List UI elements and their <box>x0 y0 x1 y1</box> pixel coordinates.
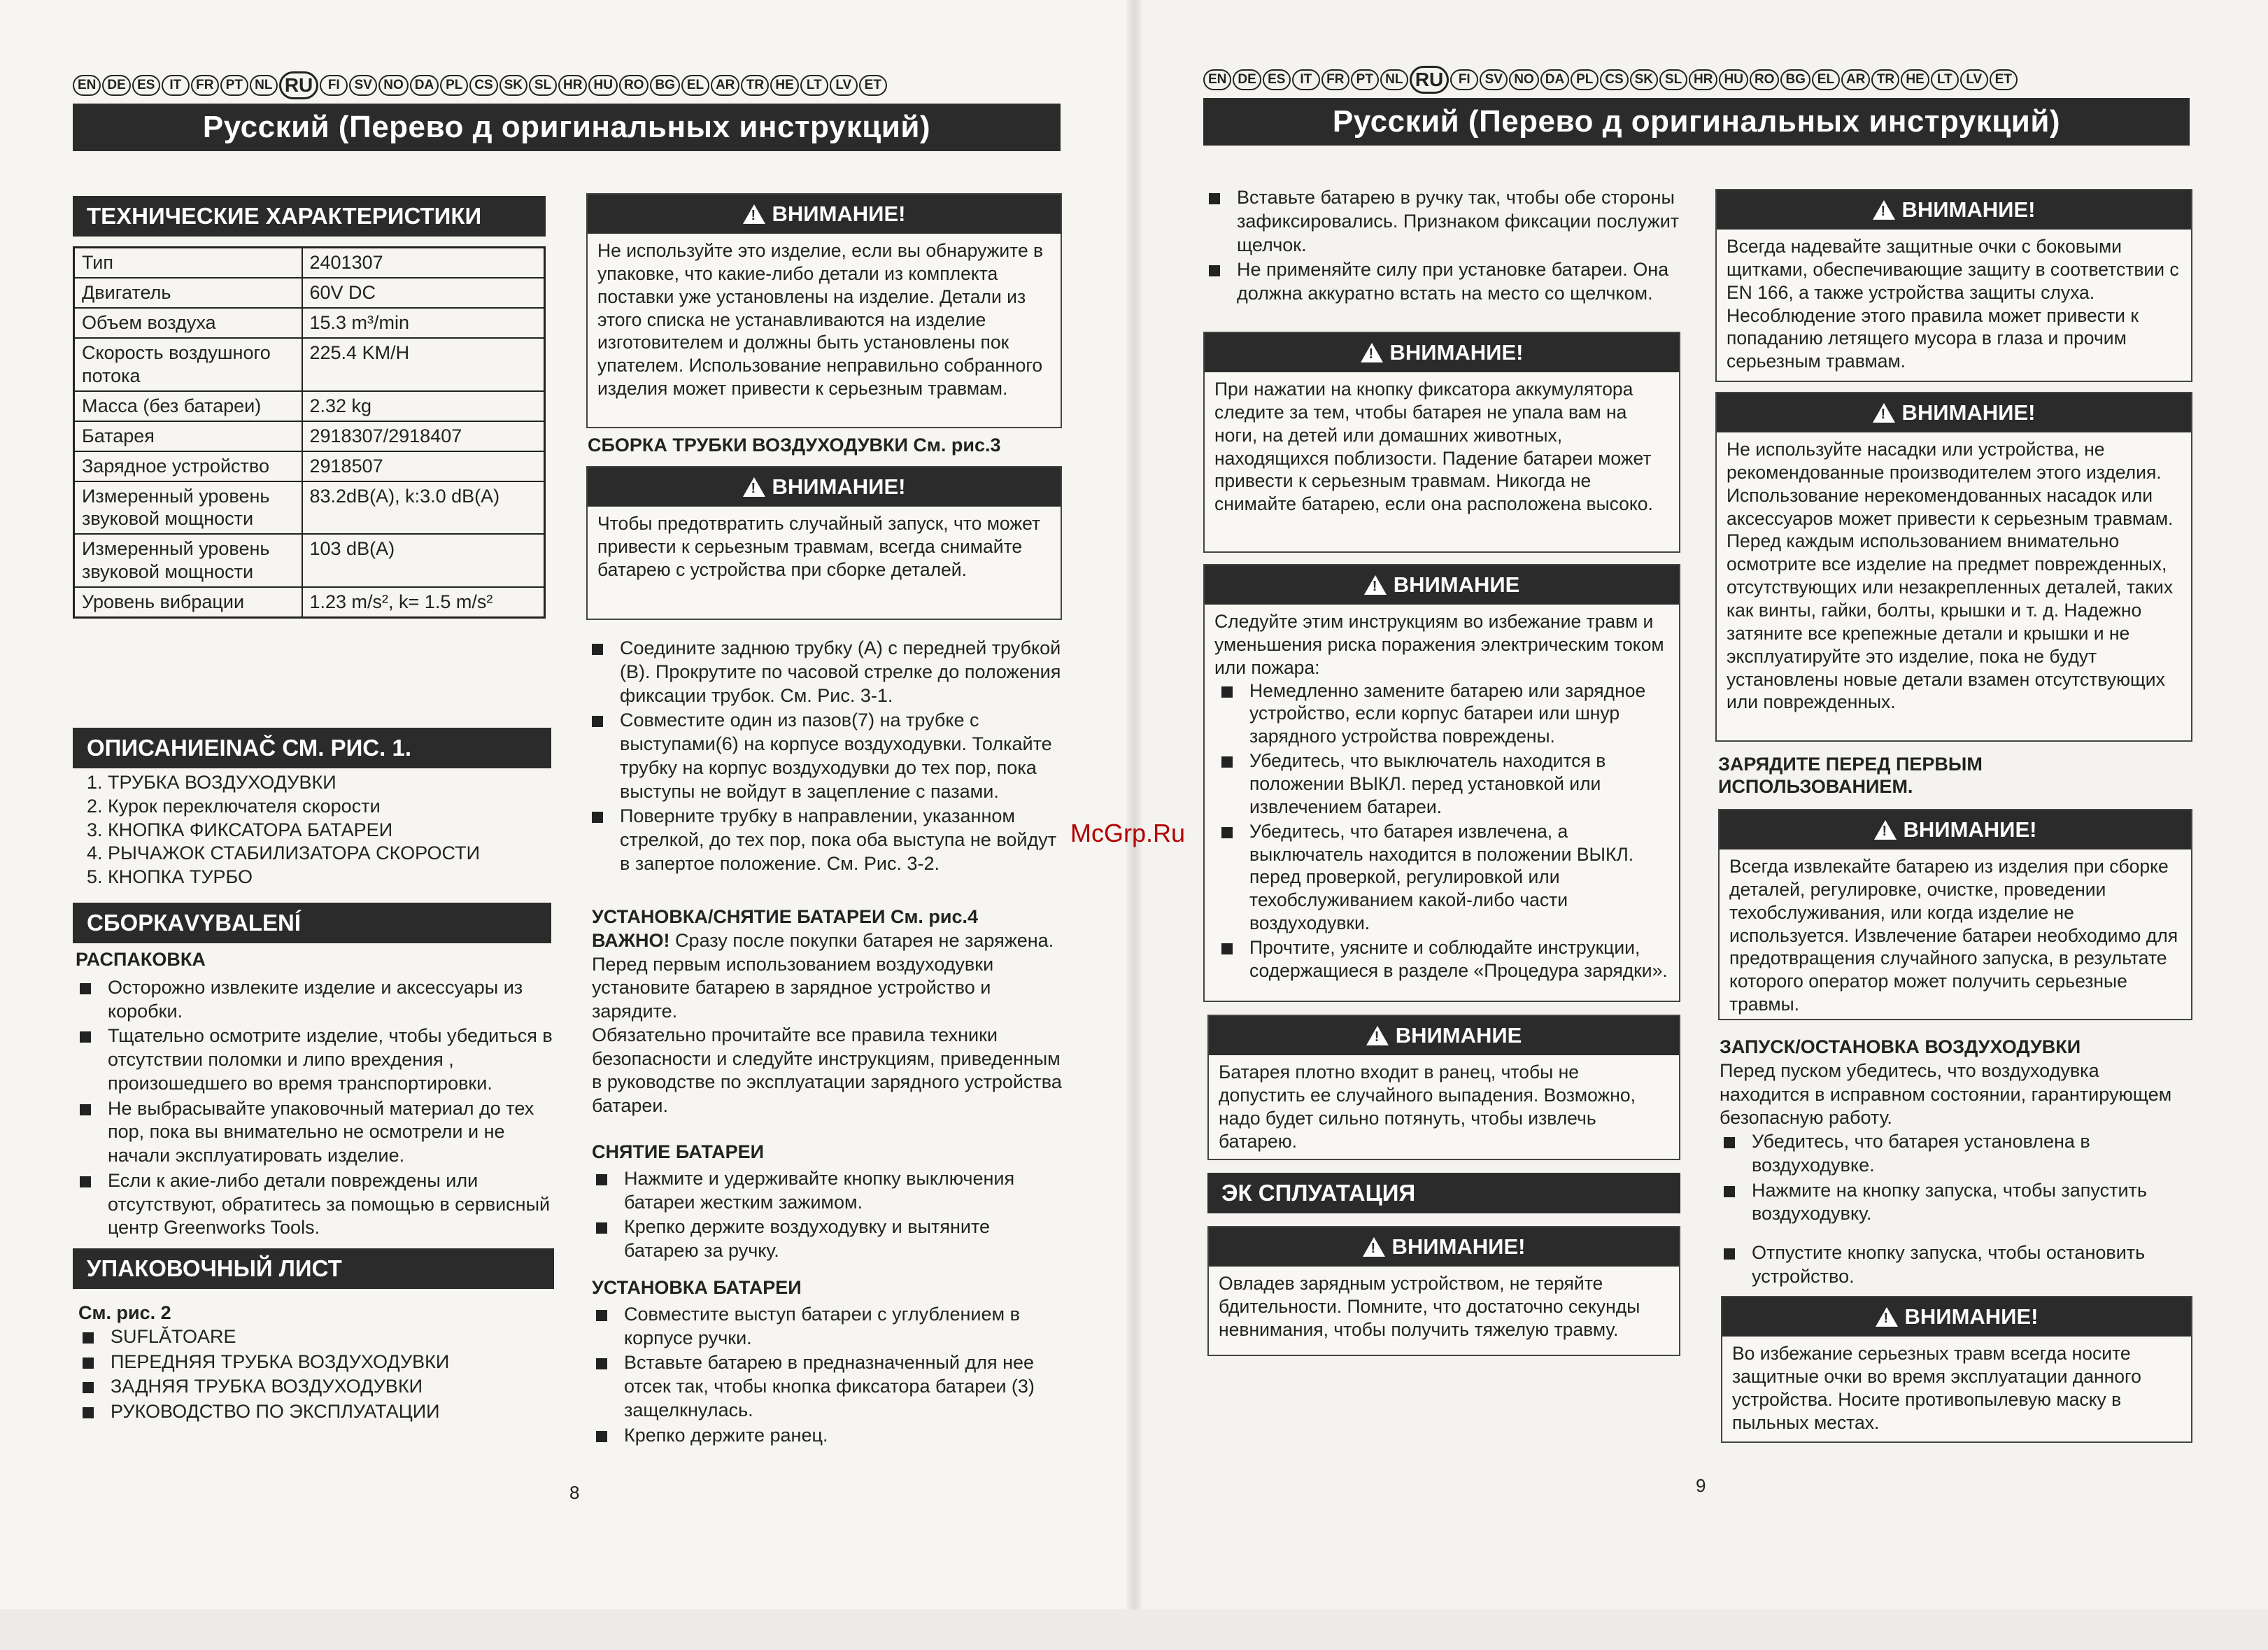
warning-list-item: Убедитесь, что батарея извлечена, а выключатель находится в положении ВЫКЛ. перед проверкой, регулировкой или техобслуживанием какой-либо части воздуходувки. <box>1217 820 1669 935</box>
language-en-link[interactable]: EN <box>73 75 101 96</box>
language-el-link[interactable]: EL <box>681 75 709 96</box>
warning-triangle-icon <box>1876 1307 1898 1327</box>
warning-intro: Следуйте этим инструкциям во избежание травм и уменьшения риска поражения электрическим током или пожара: <box>1214 611 1664 678</box>
spec-value: 2918307/2918407 <box>302 421 545 451</box>
spec-row <box>74 481 545 535</box>
spec-label: Объем воздуха <box>74 308 302 338</box>
warning-header <box>1717 393 2191 432</box>
language-et-link[interactable]: ET <box>1990 69 2018 90</box>
page-banner-left: Русский (Перево д оригинальных инструкций) <box>73 104 1061 151</box>
intro-step-item: Вставьте батарею в ручку так, чтобы обе стороны зафиксировались. Признаком фиксации послужит щелчок. <box>1205 186 1680 257</box>
spec-row <box>74 338 545 391</box>
warning-header <box>1717 190 2191 230</box>
warning-header <box>1205 333 1679 372</box>
warning-body: Овладев зарядным устройством, не теряйте бдительности. Помните, что достаточно секунды невнимания, чтобы получить тяжелую травму. <box>1219 1273 1640 1340</box>
spec-row <box>74 308 545 338</box>
language-lt-link[interactable]: LT <box>800 75 828 96</box>
spec-row <box>74 451 545 481</box>
stop-item: Отпустите кнопку запуска, чтобы остановить устройство. <box>1720 1241 2192 1289</box>
warning-title: ВНИМАНИЕ <box>1393 572 1520 597</box>
spec-row <box>74 391 545 421</box>
language-nl-link[interactable]: NL <box>1380 69 1408 90</box>
battery-text: Обязательно прочитайте все правила техники безопасности и следуйте инструкциям, приведенным в руководстве по эксплуатации зарядного устройства батареи. <box>592 1024 1062 1116</box>
language-hu-link[interactable]: HU <box>588 75 617 96</box>
warning-triangle-icon <box>1364 575 1387 595</box>
warning-triangle-icon <box>1366 1026 1389 1045</box>
language-no-link[interactable]: NO <box>1509 69 1539 90</box>
warning-triangle-icon <box>1874 820 1897 840</box>
tube-step-item: Поверните трубку в направлении, указанном стрелкой, до тех пор, пока оба выступа не войдут в запертое положение. См. Рис. 3-2. <box>588 805 1063 875</box>
warning-header <box>1209 1227 1679 1267</box>
page-number-left: 8 <box>569 1482 580 1503</box>
language-sk-link[interactable]: SK <box>499 75 527 96</box>
language-pt-link[interactable]: PT <box>1351 69 1379 90</box>
intro-steps <box>1205 186 1680 307</box>
battery-important <box>592 929 1062 1024</box>
spec-label: Тип <box>74 248 302 278</box>
bottom-margin <box>0 1609 2268 1650</box>
description-item: 2. Курок переключателя скорости <box>87 795 381 817</box>
warning-triangle-icon <box>1363 1237 1385 1257</box>
operation-title: ЭК СПЛУАТАЦИЯ <box>1207 1173 1680 1213</box>
language-pl-link[interactable]: PL <box>1571 69 1599 90</box>
warning-title: ВНИМАНИЕ! <box>772 202 906 226</box>
unpacking-item: Если к акие-либо детали повреждены или отсутствуют, обратитесь за помощью в сервисный центр Greenworks Tools. <box>76 1169 558 1240</box>
remove-battery-heading: СНЯТИЕ БАТАРЕИ <box>592 1141 765 1162</box>
warning-box-battery-drop <box>1203 332 1680 553</box>
battery-important-text: Сразу после покупки батарея не заряжена. Перед первым использованием воздуходувки установите батарею в зарядное устройство и зарядите. <box>592 929 1054 1022</box>
warning-list-item: Прочтите, уясните и соблюдайте инструкции, содержащиеся в разделе «Процедура зарядки». <box>1217 936 1669 982</box>
language-sk-link[interactable]: SK <box>1630 69 1658 90</box>
spec-value: 2918507 <box>302 451 545 481</box>
language-hu-link[interactable]: HU <box>1719 69 1748 90</box>
install-battery-list <box>592 1303 1062 1448</box>
language-cs-link[interactable]: CS <box>469 75 497 96</box>
unpacking-item: Тщательно осмотрите изделие, чтобы убедиться в отсутствии поломки и липо врехдения , произошедшего во время транспортировки. <box>76 1024 558 1095</box>
unpacking-heading: РАСПАКОВКА <box>76 949 206 970</box>
packing-list-heading: См. рис. 2 <box>78 1302 171 1323</box>
language-sl-link[interactable]: SL <box>1659 69 1687 90</box>
remove-battery-list <box>592 1167 1062 1263</box>
warning-list <box>1217 679 1669 982</box>
spec-row <box>74 534 545 587</box>
warning-box-electric <box>1203 564 1680 1002</box>
assembly-title: СБОРКАVYBALENÍ <box>73 903 551 943</box>
warning-body: Во избежание серьезных травм всегда носите защитные очки во время эксплуатации данного устройства. Носите противопылевую маску в пыльных местах. <box>1732 1343 2141 1433</box>
language-es-link[interactable]: ES <box>1263 69 1291 90</box>
warning-title: ВНИМАНИЕ! <box>1389 340 1524 365</box>
battery-heading: УСТАНОВКА/СНЯТИЕ БАТАРЕИ См. рис.4 <box>592 906 979 927</box>
battery-section <box>592 905 1062 1118</box>
charge-heading: ЗАРЯДИТЕ ПЕРЕД ПЕРВЫМ ИСПОЛЬЗОВАНИЕМ. <box>1718 754 1983 798</box>
warning-triangle-icon <box>743 204 765 224</box>
warning-box-parts <box>586 193 1062 428</box>
warning-body: Батарея плотно входит в ранец, чтобы не допустить ее случайного выпадения. Возможно, надо будет сильно потянуть, чтобы извлечь батарею. <box>1219 1062 1636 1152</box>
packing-item: ЗАДНЯЯ ТРУБКА ВОЗДУХОДУВКИ <box>78 1375 561 1399</box>
warning-body <box>1205 605 1679 991</box>
remove-battery-item: Крепко держите воздуходувку и вытяните батарею за ручку. <box>592 1215 1062 1263</box>
spec-label: Двигатель <box>74 278 302 308</box>
install-battery-item: Вставьте батарею в предназначенный для нее отсек так, чтобы кнопка фиксатора батареи (3) защелкнулась. <box>592 1351 1062 1422</box>
spec-label: Уровень вибрации <box>74 587 302 617</box>
spec-label: Масса (без батареи) <box>74 391 302 421</box>
language-ro-link[interactable]: RO <box>619 75 649 96</box>
warning-title: ВНИМАНИЕ <box>1395 1023 1522 1048</box>
language-pl-link[interactable]: PL <box>440 75 468 96</box>
unpacking-section <box>76 948 558 1241</box>
spec-row <box>74 278 545 308</box>
warning-box-attachments <box>1715 392 2192 742</box>
start-stop-heading: ЗАПУСК/ОСТАНОВКА ВОЗДУХОДУВКИ <box>1720 1036 2081 1057</box>
language-ru-link[interactable]: RU <box>1410 66 1449 94</box>
spec-label: Скорость воздушного потока <box>74 338 302 391</box>
packing-list-title: УПАКОВОЧНЫЙ ЛИСТ <box>73 1248 554 1289</box>
tube-steps <box>588 637 1063 877</box>
warning-header <box>1720 810 2191 849</box>
warning-body: Всегда надевайте защитные очки с боковыми щитками, обеспечивающие защиту в соответствии с EN 166, а также устройства защиты слуха. Несоблюдение этого правила может привести к попаданию летящего мусора в глаза и прочим серьезным травмам. <box>1727 236 2179 372</box>
language-bg-link[interactable]: BG <box>1780 69 1810 90</box>
description-item: 1. ТРУБКА ВОЗДУХОДУВКИ <box>87 772 336 793</box>
warning-triangle-icon <box>1361 343 1383 362</box>
language-pt-link[interactable]: PT <box>220 75 248 96</box>
language-el-link[interactable]: EL <box>1812 69 1840 90</box>
tube-assembly-heading: СБОРКА ТРУБКИ ВОЗДУХОДУВКИ См. рис.3 <box>588 435 1001 456</box>
language-sv-link[interactable]: SV <box>349 75 377 96</box>
language-ru-link[interactable]: RU <box>279 71 318 99</box>
language-no-link[interactable]: NO <box>378 75 409 96</box>
language-lv-link[interactable]: LV <box>830 75 858 96</box>
warning-title: ВНИМАНИЕ! <box>1904 1304 2039 1329</box>
language-en-link[interactable]: EN <box>1203 69 1231 90</box>
packing-item: РУКОВОДСТВО ПО ЭКСПЛУАТАЦИИ <box>78 1400 561 1424</box>
start-item: Убедитесь, что батарея установлена в воздуходувке. <box>1720 1130 2192 1178</box>
spec-value: 60V DC <box>302 278 545 308</box>
language-he-link[interactable]: HE <box>770 75 798 96</box>
intro-steps-list <box>1205 186 1680 306</box>
warning-body: Не используйте это изделие, если вы обнаружите в упаковке, что какие-либо детали из комплекта поставки уже установлены на изделие. Детали из этого списка не устанавливаются на изделие изготовителем и должны быть установлены пок упателем. Использование неправильно собранного изделия может привести к серьезным травмам. <box>597 240 1044 400</box>
stop-list <box>1720 1241 2192 1289</box>
specs-table <box>73 246 546 619</box>
language-he-link[interactable]: HE <box>1901 69 1929 90</box>
warning-list-item: Немедленно замените батарею или зарядное устройство, если корпус батареи или шнур зарядного устройства повреждены. <box>1217 679 1669 749</box>
language-fi-link[interactable]: FI <box>1450 69 1478 90</box>
warning-box-backpack <box>1207 1015 1680 1160</box>
remove-battery-section <box>592 1141 1062 1264</box>
language-es-link[interactable]: ES <box>132 75 160 96</box>
language-et-link[interactable]: ET <box>859 75 887 96</box>
language-tr-link[interactable]: TR <box>1871 69 1899 90</box>
warning-header <box>588 467 1061 507</box>
language-hr-link[interactable]: HR <box>558 75 587 96</box>
warning-triangle-icon <box>1873 403 1895 423</box>
description-title: ОПИСАНИЕINAČ СМ. РИС. 1. <box>73 728 551 768</box>
start-stop-section <box>1720 1036 2192 1290</box>
spec-value: 2.32 kg <box>302 391 545 421</box>
warning-title: ВНИМАНИЕ! <box>1903 817 2037 842</box>
install-battery-item: Крепко держите ранец. <box>592 1424 1062 1448</box>
warning-box-mask <box>1721 1296 2192 1443</box>
language-de-link[interactable]: DE <box>1233 69 1261 90</box>
tube-step-item: Соедините заднюю трубку (A) с передней трубкой (B). Прокрутите по часовой стрелке до положения фиксации трубок. См. Рис. 3-1. <box>588 637 1063 707</box>
language-it-link[interactable]: IT <box>162 75 190 96</box>
warning-list-item: Убедитесь, что выключатель находится в положении ВЫКЛ. перед установкой или извлечением батареи. <box>1217 749 1669 819</box>
language-cs-link[interactable]: CS <box>1600 69 1628 90</box>
language-hr-link[interactable]: HR <box>1689 69 1717 90</box>
important-label: ВАЖНО! <box>592 929 670 951</box>
language-da-link[interactable]: DA <box>410 75 439 96</box>
language-bg-link[interactable]: BG <box>650 75 680 96</box>
warning-header <box>1722 1297 2191 1337</box>
language-sv-link[interactable]: SV <box>1480 69 1508 90</box>
warning-body: При нажатии на кнопку фиксатора аккумулятора следите за тем, чтобы батарея не упала вам на ноги, на детей или домашних животных, находящихся поблизости. Падение батареи может привести к серьезным травмам. Никогда не снимайте батарею, если она расположена высоко. <box>1214 379 1653 515</box>
start-item: Нажмите на кнопку запуска, чтобы запустить воздуходувку. <box>1720 1179 2192 1227</box>
spec-value: 15.3 m³/min <box>302 308 545 338</box>
unpacking-list <box>76 976 558 1240</box>
intro-step-item: Не применяйте силу при установке батареи. Она должна аккуратно встать на место со щелчком. <box>1205 258 1680 306</box>
tube-steps-list <box>588 637 1063 876</box>
warning-box-goggles <box>1715 189 2192 382</box>
spec-label: Измеренный уровень звуковой мощности <box>74 534 302 587</box>
packing-item: ПЕРЕДНЯЯ ТРУБКА ВОЗДУХОДУВКИ <box>78 1351 561 1374</box>
warning-body: Всегда извлекайте батарею из изделия при сборке деталей, регулировке, очистке, проведении техобслуживания, или когда изделие не используется. Извлечение батареи необходимо для предотвращения случайного запуска, в результате которого оператор может получить серьезные травмы. <box>1729 856 2178 1015</box>
spec-label: Батарея <box>74 421 302 451</box>
install-battery-heading: УСТАНОВКА БАТАРЕИ <box>592 1277 802 1298</box>
watermark: McGrp.Ru <box>1070 819 1186 847</box>
description-item: 3. КНОПКА ФИКСАТОРА БАТАРЕИ <box>87 819 393 840</box>
spec-row <box>74 248 545 278</box>
page-banner-right: Русский (Перево д оригинальных инструкций) <box>1203 98 2190 146</box>
language-it-link[interactable]: IT <box>1292 69 1320 90</box>
spec-row <box>74 587 545 617</box>
specs-title: ТЕХНИЧЕСКИЕ ХАРАКТЕРИСТИКИ <box>73 196 546 237</box>
language-fr-link[interactable]: FR <box>1321 69 1349 90</box>
spec-label: Измеренный уровень звуковой мощности <box>74 481 302 535</box>
install-battery-item: Совместите выступ батареи с углублением в корпусе ручки. <box>592 1303 1062 1351</box>
warning-header <box>1205 565 1679 605</box>
warning-title: ВНИМАНИЕ! <box>1901 400 2036 425</box>
language-lv-link[interactable]: LV <box>1960 69 1988 90</box>
description-item: 4. РЫЧАЖОК СТАБИЛИЗАТОРА СКОРОСТИ <box>87 842 481 864</box>
unpacking-item: Не выбрасывайте упаковочный материал до тех пор, пока вы внимательно не осмотрели и не начали эксплуатировать изделие. <box>76 1097 558 1168</box>
warning-body: Не используйте насадки или устройства, не рекомендованные производителем этого изделия. Использование нерекомендованных насадок или аксессуаров может привести к серьезным травмам. Перед каждым использованием внимательно осмотрите все изделие на предмет поврежденных, отсутствующих или незакрепленных деталей, таких как винты, гайки, болты, крышки и т. д. Надежно затяните все крепежные детали и крышки и не эксплуатируйте это изделие, пока не будут установлены новые детали взамен отсутствующих или поврежденных. <box>1727 439 2174 713</box>
language-ar-link[interactable]: AR <box>1841 69 1870 90</box>
language-selector-right <box>1203 68 2018 92</box>
language-ar-link[interactable]: AR <box>711 75 739 96</box>
packing-list-section <box>78 1302 561 1425</box>
spec-label: Зарядное устройство <box>74 451 302 481</box>
warning-box-start <box>586 466 1062 620</box>
language-selector-left <box>73 73 887 97</box>
spec-value: 1.23 m/s², k= 1.5 m/s² <box>302 587 545 617</box>
packing-list <box>78 1325 561 1424</box>
warning-box-attention <box>1207 1226 1680 1356</box>
spec-value: 2401307 <box>302 248 545 278</box>
page-number-right: 9 <box>1696 1475 1706 1496</box>
warning-body: Чтобы предотвратить случайный запуск, что может привести к серьезным травмам, всегда снимайте батарею с устройства при сборке деталей. <box>597 513 1041 580</box>
description-list <box>78 771 561 889</box>
language-fi-link[interactable]: FI <box>320 75 348 96</box>
language-da-link[interactable]: DA <box>1540 69 1569 90</box>
warning-header <box>1209 1016 1679 1055</box>
language-sl-link[interactable]: SL <box>529 75 557 96</box>
language-nl-link[interactable]: NL <box>250 75 278 96</box>
start-stop-text: Перед пуском убедитесь, что воздуходувка находится в исправном состоянии, гарантирующем безопасную работу. <box>1720 1059 2172 1129</box>
warning-header <box>588 195 1061 234</box>
start-list <box>1720 1130 2192 1226</box>
language-tr-link[interactable]: TR <box>741 75 769 96</box>
language-de-link[interactable]: DE <box>102 75 130 96</box>
language-fr-link[interactable]: FR <box>191 75 219 96</box>
tube-step-item: Совместите один из пазов(7) на трубке с выступами(6) на корпусе воздуходувки. Толкайте трубку на корпус воздуходувки до тех пор, пока выступы не войдут в зацепление с пазами. <box>588 709 1063 803</box>
spec-value: 225.4 KM/H <box>302 338 545 391</box>
spec-value: 83.2dB(A), k:3.0 dB(A) <box>302 481 545 535</box>
warning-title: ВНИМАНИЕ! <box>772 474 906 499</box>
description-list-block <box>78 771 561 889</box>
remove-battery-item: Нажмите и удерживайте кнопку выключения батареи жестким зажимом. <box>592 1167 1062 1215</box>
unpacking-item: Осторожно извлеките изделие и аксессуары из коробки. <box>76 976 558 1024</box>
warning-title: ВНИМАНИЕ! <box>1391 1234 1526 1259</box>
language-lt-link[interactable]: LT <box>1931 69 1959 90</box>
warning-triangle-icon <box>1873 200 1895 220</box>
spec-row <box>74 421 545 451</box>
packing-item: SUFLĂTOARE <box>78 1325 561 1349</box>
spec-value: 103 dB(A) <box>302 534 545 587</box>
language-ro-link[interactable]: RO <box>1750 69 1780 90</box>
description-item: 5. КНОПКА ТУРБО <box>87 866 253 887</box>
warning-triangle-icon <box>743 477 765 497</box>
warning-title: ВНИМАНИЕ! <box>1901 197 2036 222</box>
install-battery-section <box>592 1276 1062 1448</box>
warning-box-remove-battery <box>1718 809 2192 1020</box>
